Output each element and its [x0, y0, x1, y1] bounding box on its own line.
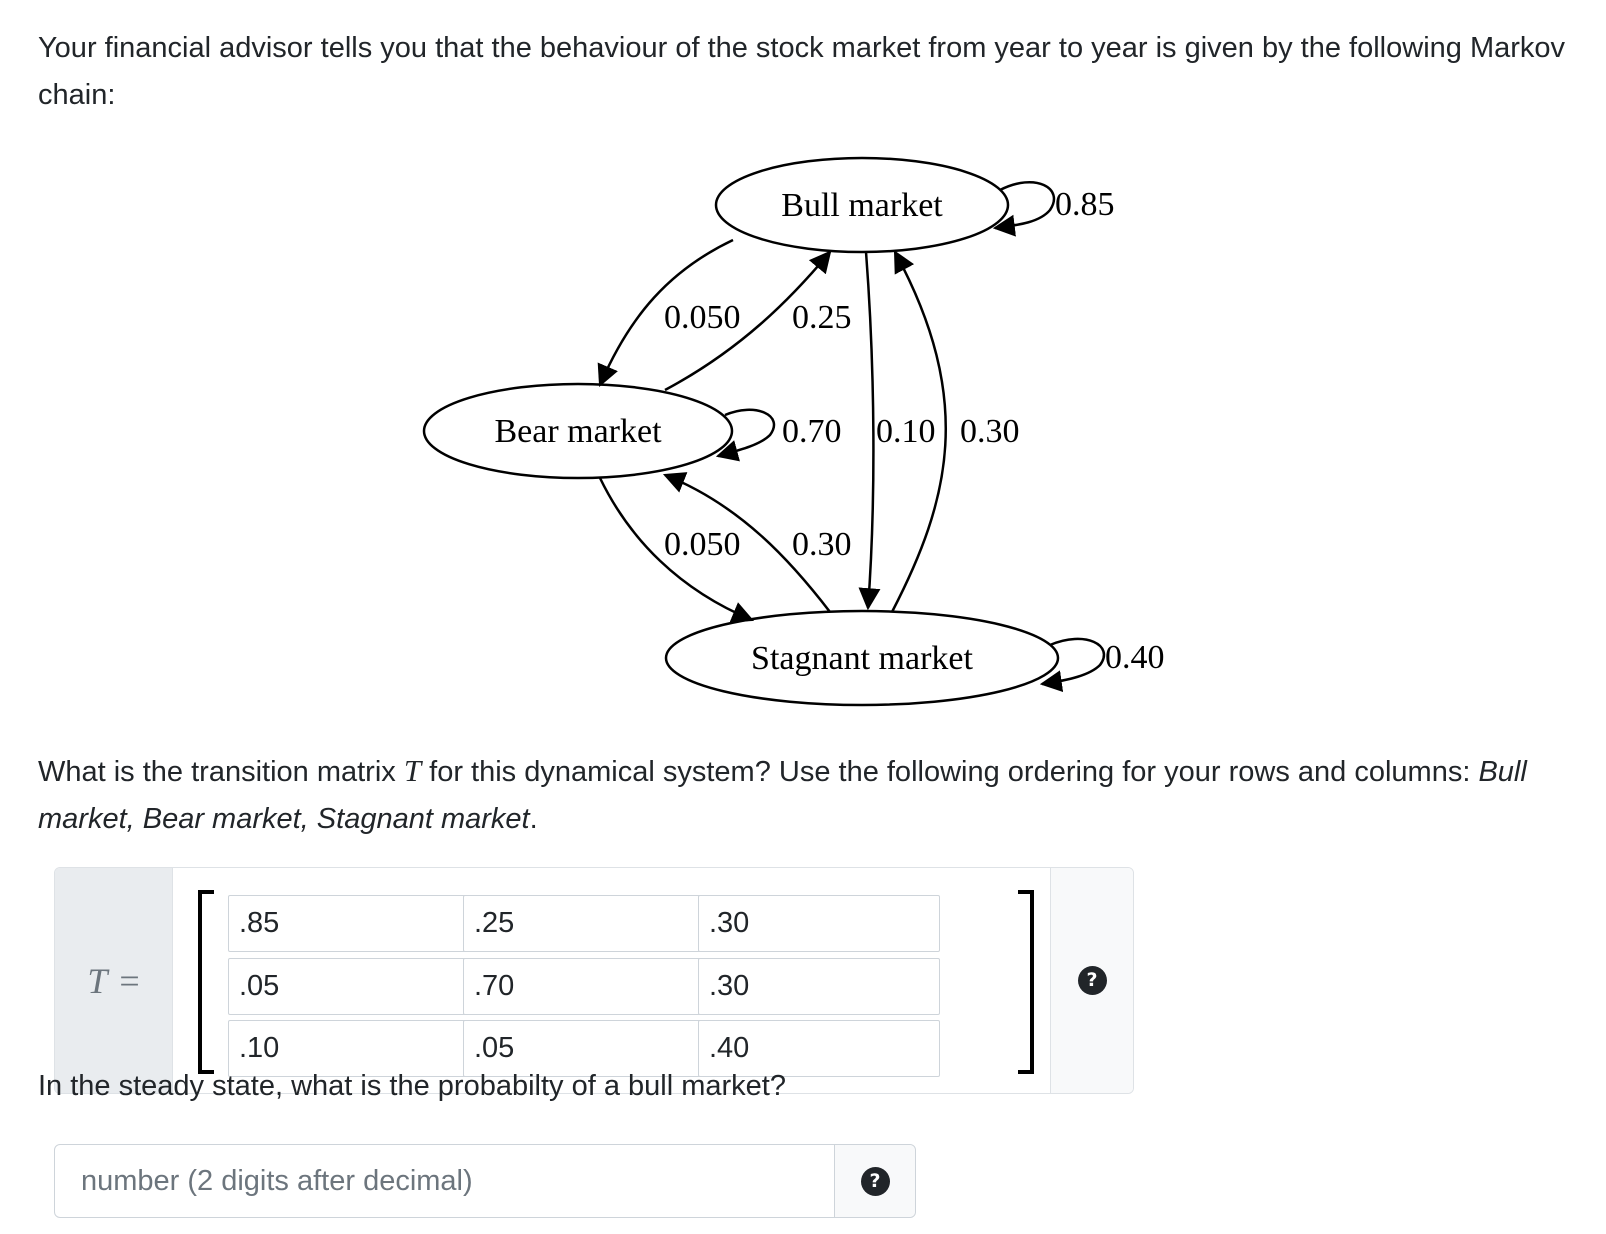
matrix-input-group [54, 867, 1134, 1094]
node-label-bull: Bull market [781, 187, 943, 224]
matrix-right-bracket [1018, 890, 1034, 1074]
q1-var-T: T [403, 753, 422, 788]
edge-label-bull-to-stagnant: 0.10 [876, 413, 936, 450]
matrix-help-addon [1050, 868, 1133, 1093]
steady-state-answer-input[interactable] [55, 1145, 835, 1217]
matrix-cell-r1c3[interactable] [698, 895, 940, 952]
node-label-bear: Bear market [494, 413, 662, 450]
edge-label-stagnant-to-bull: 0.30 [960, 413, 1020, 450]
q1-ordering: Bull market, Bear market, Stagnant market [38, 756, 1527, 835]
question-circle-icon[interactable]: ? [861, 1167, 890, 1196]
intro-text: Your financial advisor tells you that the behaviour of the stock market from year to year is given by the following Markov chain: [38, 32, 1566, 111]
edge-label-bull-self: 0.85 [1055, 186, 1115, 223]
edge-label-stagnant-to-bear: 0.30 [792, 526, 852, 563]
question-circle-icon[interactable]: ? [1078, 966, 1107, 995]
edge-label-bear-self: 0.70 [782, 413, 842, 450]
edge-bull-to-stagnant [866, 252, 873, 608]
node-label-stagnant: Stagnant market [751, 640, 973, 677]
matrix-cell-r2c3[interactable] [698, 958, 940, 1015]
edge-label-stagnant-self: 0.40 [1105, 639, 1165, 676]
edge-label-bear-to-bull: 0.25 [792, 299, 852, 336]
answer-input-group [54, 1144, 916, 1218]
matrix-cell-r1c2[interactable] [463, 895, 705, 952]
q1-suffix: . [529, 803, 538, 835]
matrix-left-bracket [198, 890, 214, 1074]
q1-middle: for this dynamical system? Use the following ordering for your rows and columns: [421, 756, 1479, 788]
matrix-cell-r2c1[interactable] [228, 958, 470, 1015]
matrix-cell-r1c1[interactable] [228, 895, 470, 952]
edge-label-bull-to-bear: 0.050 [664, 299, 741, 336]
markov-chain-diagram [0, 140, 1606, 720]
matrix-label-eq: = [119, 960, 140, 1001]
matrix-label-var: T [87, 960, 108, 1001]
q1-prefix: What is the transition matrix [38, 756, 404, 788]
question-steady-state: In the steady state, what is the probabilty of a bull market? [38, 1070, 786, 1102]
matrix-cell-r2c2[interactable] [463, 958, 705, 1015]
edge-label-bear-to-stagnant: 0.050 [664, 526, 741, 563]
answer-help-addon [834, 1145, 915, 1217]
question-transition-matrix [38, 747, 1606, 843]
matrix-label [55, 868, 173, 1093]
